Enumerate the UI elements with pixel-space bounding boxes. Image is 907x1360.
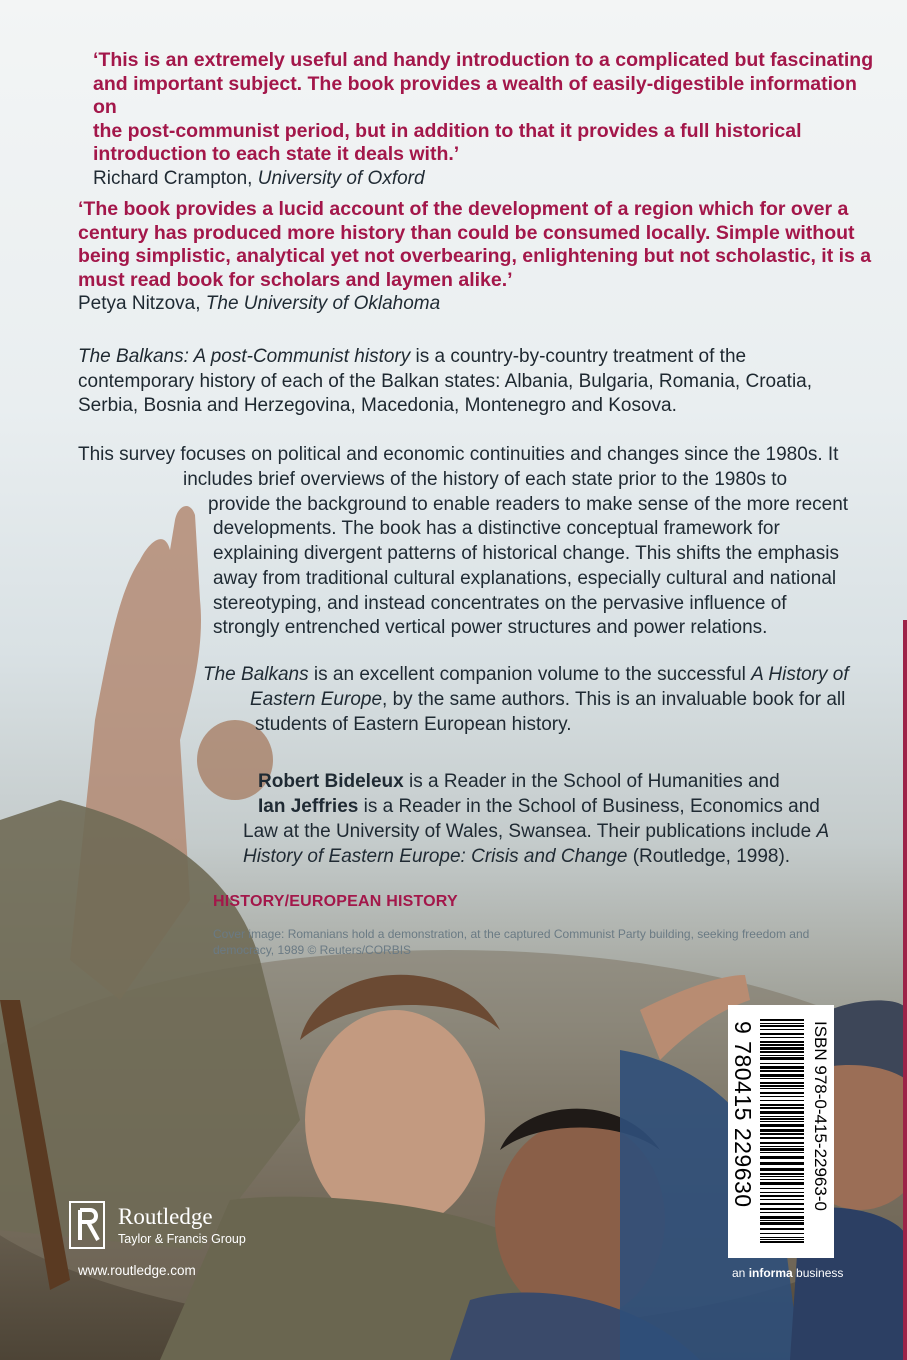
author-name: Robert Bideleux <box>258 771 404 792</box>
quote-line: century has produced more history than could be consumed locally. Simple without <box>78 221 855 244</box>
companion-line <box>203 663 849 688</box>
related-title: A <box>816 821 830 842</box>
book-title: The Balkans <box>203 664 309 685</box>
barcode-bar <box>760 1124 804 1127</box>
survey-line: away from traditional cultural explanations, especially cultural and national <box>213 568 837 589</box>
barcode-bar <box>760 1188 804 1189</box>
barcode-bar <box>760 1118 804 1120</box>
barcode-bar <box>760 1142 804 1144</box>
barcode-bar <box>760 1063 804 1064</box>
quote-line: being simplistic, analytical yet not overbearing, enlightening but not scholastic, it is a <box>78 245 872 267</box>
barcode-bar <box>760 1220 804 1221</box>
barcode-bar <box>760 1100 804 1101</box>
barcode-bar <box>760 1212 804 1213</box>
barcode-bar <box>760 1137 804 1139</box>
quote-2-attribution <box>78 292 888 315</box>
barcode-bar <box>760 1070 804 1072</box>
review-quote-2 <box>78 198 888 315</box>
barcode-bar <box>760 1133 804 1135</box>
barcode-bar <box>760 1023 804 1024</box>
survey-line: This survey focuses on political and economic continuities and changes since the 1980s. It <box>78 444 839 465</box>
publisher-name: Routledge <box>118 1204 213 1229</box>
barcode-bar <box>760 1111 804 1114</box>
barcode-bar <box>760 1096 804 1097</box>
accent-stripe <box>903 620 907 1360</box>
barcode-bar <box>760 1044 804 1046</box>
book-title: The Balkans: A post-Communist history <box>78 346 411 367</box>
author-role: is a Reader in the School of Business, Economics and <box>358 796 820 817</box>
barcode-bar <box>760 1104 804 1106</box>
author-role: is a Reader in the School of Humanities and <box>403 771 780 792</box>
barcode-bar <box>760 1066 804 1069</box>
barcode-bar <box>760 1033 804 1035</box>
survey-line: stereotyping, and instead concentrates on the pervasive influence of <box>213 593 787 614</box>
barcode-bar <box>760 1055 804 1056</box>
barcode-bar <box>760 1222 804 1225</box>
survey-line: explaining divergent patterns of historical change. This shifts the emphasis <box>213 543 839 564</box>
barcode-bar <box>760 1199 804 1200</box>
cover-image-credit <box>213 926 813 958</box>
intro-paragraph <box>78 345 898 419</box>
reviewer-affiliation: University of Oxford <box>257 167 425 189</box>
barcode-bar <box>760 1078 804 1079</box>
author-text: (Routledge, 1998). <box>627 846 791 867</box>
publisher-group: Taylor & Francis Group <box>118 1232 246 1246</box>
barcode-bar <box>760 1148 804 1151</box>
barcode-bar <box>760 1203 804 1205</box>
intro-line <box>78 345 898 370</box>
barcode-bar <box>760 1051 804 1053</box>
credit-line: democracy, 1989 © Reuters/CORBIS <box>213 943 412 957</box>
informa-tagline <box>732 1266 843 1280</box>
author-name: Ian Jeffries <box>258 796 359 817</box>
barcode-bar <box>760 1216 804 1219</box>
barcode-bar <box>760 1228 804 1230</box>
barcode-bar <box>760 1057 804 1060</box>
survey-line: provide the background to enable readers to make sense of the more recent <box>208 494 849 515</box>
quote-1-text <box>93 49 883 167</box>
reviewer-name: Richard Crampton, <box>93 167 258 189</box>
barcode-bar <box>760 1037 804 1038</box>
informa-text: an <box>732 1266 749 1280</box>
quote-line: the post-communist period, but in addition to that it provides a full historical <box>93 119 802 142</box>
barcode-bar <box>760 1156 804 1159</box>
quote-line: must read book for scholars and laymen alike.’ <box>78 268 513 291</box>
informa-text: business <box>792 1266 844 1280</box>
barcode-bar <box>760 1241 804 1243</box>
quote-line: and important subject. The book provides a wealth of easily-digestible information on <box>93 72 857 118</box>
related-title: Eastern Europe <box>250 689 383 710</box>
barcode-bar <box>760 1025 804 1027</box>
barcode-bar <box>760 1239 804 1240</box>
barcode-bar <box>760 1146 804 1147</box>
barcode-bar <box>760 1168 804 1171</box>
isbn-barcode <box>728 1005 834 1258</box>
review-quote-1 <box>93 49 883 190</box>
barcode-bar <box>760 1029 804 1030</box>
author-line <box>243 845 790 870</box>
barcode-bar <box>760 1173 804 1175</box>
barcode-bar <box>760 1192 804 1193</box>
barcode-bar <box>760 1162 804 1165</box>
quote-line: ‘The book provides a lucid account of the development of a region which for over a <box>78 198 849 220</box>
barcode-bar <box>760 1088 804 1089</box>
credit-line: Cover image: Romanians hold a demonstration, at the captured Communist Party building, seeking freedom and <box>213 927 810 941</box>
intro-text: is a country-by-country treatment of the <box>410 346 747 367</box>
barcode-bar <box>760 1121 804 1122</box>
survey-line: developments. The book has a distinctive conceptual framework for <box>213 518 780 539</box>
barcode-bar <box>760 1179 804 1180</box>
quote-line: ‘This is an extremely useful and handy introduction to a complicated but fascinating <box>93 49 874 71</box>
barcode-bar <box>760 1107 804 1109</box>
barcode-bar <box>760 1092 804 1094</box>
barcode-bar <box>760 1041 804 1043</box>
barcode-bar <box>760 1233 804 1234</box>
companion-text: is an excellent companion volume to the successful <box>308 664 752 685</box>
author-text: Law at the University of Wales, Swansea. Their publications include <box>243 821 817 842</box>
intro-line: contemporary history of each of the Balkan states: Albania, Bulgaria, Romania, Croatia, <box>78 370 813 392</box>
barcode-bar <box>760 1082 804 1084</box>
barcode-bar <box>760 1182 804 1185</box>
companion-line <box>250 688 845 713</box>
author-line <box>258 770 780 795</box>
barcode-bar <box>760 1047 804 1050</box>
quote-line: introduction to each state it deals with.’ <box>93 143 460 165</box>
barcode-bar <box>760 1074 804 1077</box>
intro-line: Serbia, Bosnia and Herzegovina, Macedonia, Montenegro and Kosova. <box>78 395 677 416</box>
barcode-bar <box>760 1152 804 1153</box>
quote-1-attribution <box>93 167 883 190</box>
author-line <box>258 795 820 820</box>
informa-brand: informa <box>748 1266 793 1280</box>
publisher-website: www.routledge.com <box>78 1263 196 1278</box>
routledge-r-icon <box>68 1200 108 1250</box>
survey-line: includes brief overviews of the history of each state prior to the 1980s to <box>183 469 788 490</box>
barcode-bar <box>760 1085 804 1087</box>
companion-line: students of Eastern European history. <box>255 714 572 735</box>
isbn-label: ISBN 978-0-415-22963-0 <box>811 1021 830 1211</box>
author-line <box>243 820 829 845</box>
barcode-bar <box>760 1019 804 1021</box>
survey-line: strongly entrenched vertical power structures and power relations. <box>213 617 768 638</box>
barcode-bar <box>760 1129 804 1132</box>
isbn-digits: 9 780415 229630 <box>730 1021 756 1208</box>
barcode-bar <box>760 1208 804 1210</box>
reviewer-affiliation: The University of Oklahoma <box>205 293 441 314</box>
related-title: A History of <box>751 664 849 685</box>
companion-text: , by the same authors. This is an invaluable book for all <box>382 689 846 710</box>
subject-category: HISTORY/EUROPEAN HISTORY <box>213 893 458 910</box>
reviewer-name: Petya Nitzova, <box>78 293 206 314</box>
barcode-bar <box>760 1195 804 1197</box>
quote-2-text <box>78 198 888 292</box>
barcode-bar <box>760 1237 804 1238</box>
related-title: History of Eastern Europe: Crisis and Change <box>243 846 628 867</box>
barcode-bar <box>760 1116 804 1117</box>
barcode-bar <box>760 1176 804 1177</box>
